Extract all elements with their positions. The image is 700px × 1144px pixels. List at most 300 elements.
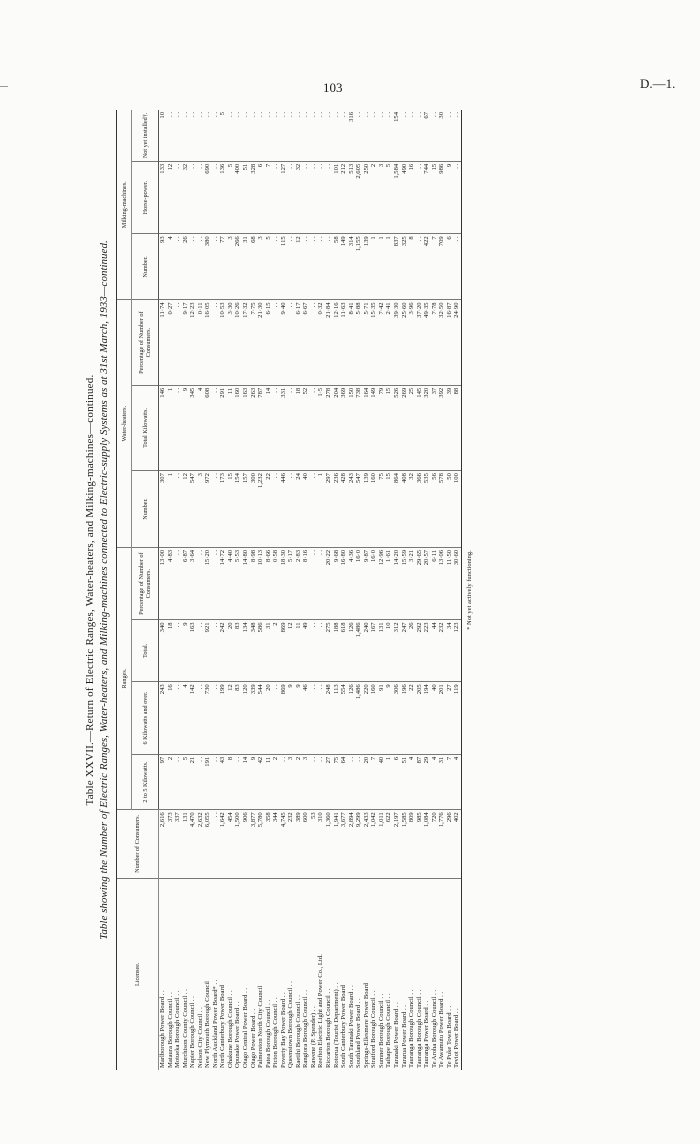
water-heaters-kilowatts-cell: 18 [295, 385, 303, 470]
consumers-cell: 344 [272, 810, 280, 878]
table-row [408, 110, 416, 1070]
milking-number-cell: . . [325, 234, 333, 300]
water-heaters-number-cell: 154 [234, 471, 242, 548]
water-heaters-number-cell: . . [174, 471, 182, 548]
ranges-percentage-cell: 20·57 [423, 547, 431, 620]
ranges-total-header: Total. [132, 620, 159, 682]
ranges-percentage-cell: 14·20 [393, 547, 401, 620]
water-heaters-number-cell: 446 [280, 471, 288, 548]
ranges-6-kw-cell: 201 [438, 682, 446, 755]
licensee-cell: Rawene (P. Spender) . . [309, 1006, 317, 1068]
ranges-percentage-cell: 3·21 [408, 547, 416, 620]
ranges-percentage-cell: 8·98 [250, 547, 258, 620]
milking-horse-power-cell: 9 [446, 161, 454, 234]
ranges-percentage-cell: 3·64 [189, 547, 197, 620]
milking-not-installed-cell: . . [227, 110, 235, 161]
ranges-percentage-cell: 4·40 [227, 547, 235, 620]
ranges-total-cell: 188 [333, 620, 341, 682]
water-heaters-group-header: Water-heaters. [117, 300, 132, 547]
table-row [197, 110, 205, 1070]
water-heaters-number-cell: 157 [242, 471, 250, 548]
ranges-total-cell: 247 [401, 620, 409, 682]
ranges-6-kw-cell: 205 [416, 682, 424, 755]
ranges-6-kw-cell: 554 [340, 682, 348, 755]
ranges-percentage-cell: 5·53 [234, 547, 242, 620]
milking-not-installed-cell: . . [317, 110, 325, 161]
ranges-percentage-cell: 18·30 [280, 547, 288, 620]
ranges-total-cell: 163 [189, 620, 197, 682]
water-heaters-kilowatts-cell: 392 [438, 385, 446, 470]
ranges-percentage-cell: . . [197, 547, 205, 620]
water-heaters-number-cell: 160 [370, 471, 378, 548]
ranges-2-to-5-kw-cell: 64 [340, 754, 348, 809]
milking-number-cell: 31 [242, 234, 250, 300]
ranges-2-to-5-kw-cell: 2 [295, 754, 303, 809]
water-heaters-kilowatts-cell: 787 [257, 385, 265, 470]
ranges-6-kw-cell: 248 [325, 682, 333, 755]
ranges-total-cell: 49 [302, 620, 310, 682]
table-row [370, 110, 378, 1070]
milking-horse-power-cell: 400 [234, 161, 242, 234]
milking-not-installed-cell: . . [408, 110, 416, 161]
licensee-cell: Taihape Borough Council . . [385, 993, 393, 1068]
water-heaters-kilowatts-cell: 14 [265, 385, 273, 470]
milking-not-installed-cell: . . [189, 110, 197, 161]
water-heaters-percentage-cell: 3·30 [227, 300, 235, 385]
table-row [287, 110, 295, 1070]
ranges-6-kw-cell: . . [272, 682, 280, 755]
water-heaters-kilowatts-cell: 79 [378, 385, 386, 470]
table-body [159, 110, 461, 1070]
consumers-cell: 4,470 [189, 810, 197, 878]
ranges-percentage-cell: 6·11 [431, 547, 439, 620]
milking-horse-power-cell: 12 [167, 161, 175, 234]
licensee-cell: New Plymouth Borough Council [204, 980, 212, 1068]
ranges-percentage-cell: 9·87 [363, 547, 371, 620]
ranges-total-cell: 34 [446, 620, 454, 682]
water-heaters-kilowatts-cell: 164 [363, 385, 371, 470]
table-wrapper [116, 110, 462, 1070]
consumers-cell: 1,642 [219, 810, 227, 878]
water-heaters-number-cell: 24 [295, 471, 303, 548]
ranges-6-kw-cell: . . [212, 682, 220, 755]
licensee-cell: Marlborough Power Board . . [159, 990, 166, 1068]
milking-number-cell: 139 [363, 234, 371, 300]
ranges-2-to-5-kw-cell: 4 [453, 754, 461, 809]
consumers-cell: 337 [174, 810, 182, 878]
water-heaters-number-header: Number. [132, 471, 159, 548]
milking-number-cell: 380 [204, 234, 212, 300]
milking-horse-power-cell: . . [453, 161, 461, 234]
water-heaters-number-cell: 22 [265, 471, 273, 548]
water-heaters-number-cell: 243 [348, 471, 356, 548]
milking-horse-power-header: Horse-power. [132, 161, 159, 234]
ranges-6-kw-header: 6 Kilowatts and over. [132, 682, 159, 755]
ranges-6-kw-cell: 199 [219, 682, 227, 755]
water-heaters-number-cell: 56 [431, 471, 439, 548]
consumers-cell: 5,780 [257, 810, 265, 878]
milking-not-installed-cell: . . [401, 110, 409, 161]
milking-number-cell: . . [416, 234, 424, 300]
ranges-total-cell: 83 [234, 620, 242, 682]
ranges-6-kw-cell: . . [317, 682, 325, 755]
table-row [257, 110, 265, 1070]
milking-horse-power-cell: . . [272, 161, 280, 234]
table-row [302, 110, 310, 1070]
water-heaters-percentage-cell: 11·74 [159, 300, 167, 385]
milking-horse-power-cell: . . [310, 161, 318, 234]
water-heaters-number-cell: 547 [189, 471, 197, 548]
ranges-6-kw-cell: 12 [227, 682, 235, 755]
milking-not-installed-cell: 30 [438, 110, 446, 161]
ranges-6-kw-cell: 9 [295, 682, 303, 755]
water-heaters-percentage-cell: 32·50 [438, 300, 446, 385]
water-heaters-number-cell: . . [310, 471, 318, 548]
water-heaters-kilowatts-cell: 278 [325, 385, 333, 470]
water-heaters-kilowatts-cell: 52 [302, 385, 310, 470]
milking-horse-power-cell: 127 [280, 161, 288, 234]
consumers-cell: 373 [167, 810, 175, 878]
licensee-cell: Raetihi Borough Council . . [294, 995, 302, 1068]
water-heaters-percentage-cell: 49·35 [423, 300, 431, 385]
water-heaters-number-cell: 535 [423, 471, 431, 548]
milking-not-installed-cell: 316 [348, 110, 356, 161]
table-row [385, 110, 393, 1070]
milking-horse-power-cell: 250 [363, 161, 371, 234]
ranges-percentage-cell: 14·80 [242, 547, 250, 620]
milking-number-cell: . . [287, 234, 295, 300]
ranges-percentage-cell: . . [310, 547, 318, 620]
consumers-cell: 1,084 [423, 810, 431, 878]
licensee-cell: Ohakune Borough Council . . [226, 990, 234, 1068]
ranges-2-to-5-kw-cell: . . [317, 754, 325, 809]
licensee-cell: Rotorua (Tourist Department) . . [332, 982, 340, 1068]
water-heaters-percentage-cell: 25·60 [401, 300, 409, 385]
ranges-percentage-cell: 13·00 [159, 547, 167, 620]
ranges-2-to-5-kw-cell: 43 [219, 754, 227, 809]
milking-not-installed-cell: . . [295, 110, 303, 161]
water-heaters-percentage-cell: 5·88 [355, 300, 363, 385]
consumers-cell: 1,500 [234, 810, 242, 878]
table-row [355, 110, 363, 1070]
table-row [416, 110, 424, 1070]
water-heaters-percentage-cell: 15·35 [370, 300, 378, 385]
water-heaters-number-cell: 12 [182, 471, 190, 548]
milking-not-installed-cell: . . [385, 110, 393, 161]
water-heaters-kilowatts-cell: 331 [280, 385, 288, 470]
water-heaters-percentage-cell: 16·05 [204, 300, 212, 385]
water-heaters-kilowatts-cell: 37 [431, 385, 439, 470]
ranges-percentage-cell: 30·60 [453, 547, 461, 620]
water-heaters-number-cell: 578 [438, 471, 446, 548]
consumers-cell: 310 [317, 810, 325, 878]
milking-number-cell: 8 [408, 234, 416, 300]
ranges-6-kw-cell: 9 [287, 682, 295, 755]
ranges-2-to-5-kw-cell: 4 [431, 754, 439, 809]
water-heaters-number-cell: 50 [446, 471, 454, 548]
ranges-total-cell: 10 [385, 620, 393, 682]
water-heaters-kilowatts-cell: 145 [416, 385, 424, 470]
ranges-2-to-5-kw-cell: 21 [189, 754, 197, 809]
ranges-percentage-cell: 1·61 [385, 547, 393, 620]
consumers-cell: 2,197 [393, 810, 401, 878]
water-heaters-percentage-cell: 7·42 [378, 300, 386, 385]
ranges-percentage-cell: 12·96 [378, 547, 386, 620]
licensee-cell: Nelson City Council . . [196, 1007, 204, 1068]
ranges-2-to-5-kw-cell: . . [174, 754, 182, 809]
water-heaters-kilowatts-cell: 88 [453, 385, 461, 470]
ranges-2-to-5-kw-cell: . . [348, 754, 356, 809]
ranges-6-kw-cell: 40 [431, 682, 439, 755]
ranges-6-kw-cell: 196 [401, 682, 409, 755]
water-heaters-kilowatts-cell: 369 [340, 385, 348, 470]
water-heaters-percentage-cell: 0·32 [317, 300, 325, 385]
ranges-2-to-5-kw-cell: 8 [227, 754, 235, 809]
licensee-cell: Springs-Ellesmere Power Board [362, 983, 370, 1068]
ranges-2-to-5-kw-cell: 1 [385, 754, 393, 809]
licensee-cell: Southland Power Board . . [355, 998, 363, 1068]
licensee-cell: Teviot Power Board . . [453, 1008, 461, 1068]
water-heaters-percentage-header: Percentage of Number of Consumers. [132, 300, 159, 385]
consumers-cell: 1,042 [370, 810, 378, 878]
ranges-percentage-cell: 9·68 [333, 547, 341, 620]
ranges-total-cell: . . [212, 620, 220, 682]
milking-not-installed-cell: . . [310, 110, 318, 161]
consumers-cell: 1,941 [333, 810, 341, 878]
milking-number-cell: 325 [401, 234, 409, 300]
water-heaters-percentage-cell: 5·71 [363, 300, 371, 385]
consumers-cell: . . [212, 810, 220, 878]
licensee-cell: Riccarton Borough Council . . [325, 988, 333, 1068]
consumers-cell: 1,776 [438, 810, 446, 878]
consumers-cell: 809 [408, 810, 416, 878]
water-heaters-number-cell: 547 [355, 471, 363, 548]
milking-number-cell: . . [212, 234, 220, 300]
licensee-cell: Te Aroha Borough Council . . [430, 989, 438, 1068]
water-heaters-percentage-cell: 6·15 [265, 300, 273, 385]
ranges-2-to-5-kw-cell: . . [355, 754, 363, 809]
milking-number-cell: . . [453, 234, 461, 300]
consumers-cell: 600 [302, 810, 310, 878]
licensee-cell: Picton Borough Council . . [272, 997, 280, 1068]
ranges-2-to-5-kw-header: 2 to 5 Kilowatts. [132, 754, 159, 809]
milking-number-cell: 837 [393, 234, 401, 300]
water-heaters-kilowatts-cell: . . [212, 385, 220, 470]
licensee-cell: Otago Central Power Board . . [242, 987, 250, 1068]
ranges-2-to-5-kw-cell: 20 [363, 754, 371, 809]
ranges-total-cell: 292 [416, 620, 424, 682]
table-row [423, 110, 431, 1070]
milking-horse-power-cell: 51 [242, 161, 250, 234]
consumers-cell: 2,433 [363, 810, 371, 878]
milking-not-installed-cell: . . [340, 110, 348, 161]
milking-not-installed-cell: . . [378, 110, 386, 161]
milking-number-cell: 7 [431, 234, 439, 300]
licensee-cell: Rangiora Borough Council . . [302, 989, 310, 1068]
ranges-percentage-cell: 11·50 [446, 547, 454, 620]
licensee-cell: Poverty Bay Power Board . . [279, 992, 287, 1068]
milking-horse-power-cell: 133 [159, 161, 167, 234]
ranges-total-cell: 134 [242, 620, 250, 682]
table-row [189, 110, 197, 1070]
water-heaters-kilowatts-cell: 526 [393, 385, 401, 470]
water-heaters-percentage-cell: 24·90 [453, 300, 461, 385]
milking-horse-power-cell: 3 [378, 161, 386, 234]
milking-number-cell: . . [272, 234, 280, 300]
milking-not-installed-cell: . . [204, 110, 212, 161]
table-row [446, 110, 454, 1070]
water-heaters-number-cell: 1 [317, 471, 325, 548]
consumers-cell: 6,055 [204, 810, 212, 878]
milking-not-installed-cell: . . [257, 110, 265, 161]
licensee-cell: Opunake Power Board . . [234, 1001, 242, 1068]
consumers-cell: 1,011 [378, 810, 386, 878]
water-heaters-kilowatts-cell: 25 [408, 385, 416, 470]
ranges-total-cell: 18 [167, 620, 175, 682]
ranges-percentage-cell: . . [212, 547, 220, 620]
ranges-2-to-5-kw-cell: 14 [242, 754, 250, 809]
licensee-cell: South Canterbury Power Board [340, 985, 348, 1068]
ranges-total-cell: 586 [257, 620, 265, 682]
milking-horse-power-cell: . . [325, 161, 333, 234]
ranges-2-to-5-kw-cell: 40 [378, 754, 386, 809]
ranges-total-cell: 240 [363, 620, 371, 682]
water-heaters-number-cell: 139 [363, 471, 371, 548]
milking-number-cell: 266 [234, 234, 242, 300]
table-row [325, 110, 333, 1070]
water-heaters-percentage-cell: 21·30 [257, 300, 265, 385]
milking-number-cell: 149 [340, 234, 348, 300]
ranges-2-to-5-kw-cell: 42 [257, 754, 265, 809]
ranges-2-to-5-kw-cell: 7 [370, 754, 378, 809]
water-heaters-percentage-cell: . . [212, 300, 220, 385]
milking-number-cell: . . [174, 234, 182, 300]
ranges-6-kw-cell: 22 [408, 682, 416, 755]
water-heaters-kilowatts-cell: 150 [348, 385, 356, 470]
ranges-total-cell: 20 [227, 620, 235, 682]
licensee-cell: Patea Borough Council . . [264, 999, 272, 1068]
rotated-table-block [82, 110, 602, 1070]
ranges-2-to-5-kw-cell: 5 [182, 754, 190, 809]
licensee-cell: Tauranga Power Board . . [423, 1000, 431, 1068]
water-heaters-kilowatts-cell: 320 [423, 385, 431, 470]
milking-number-cell: 1 [370, 234, 378, 300]
water-heaters-number-cell: 173 [219, 471, 227, 548]
water-heaters-kilowatts-cell: 39 [446, 385, 454, 470]
ranges-2-to-5-kw-cell: 51 [401, 754, 409, 809]
water-heaters-kilowatts-cell: . . [272, 385, 280, 470]
table-row [212, 110, 220, 1070]
footnote: * Not yet actively functioning. [465, 550, 473, 630]
water-heaters-kilowatts-cell: 15 [385, 385, 393, 470]
consumers-cell: 906 [242, 810, 250, 878]
water-heaters-percentage-cell: . . [272, 300, 280, 385]
ranges-percentage-cell: 2·83 [295, 547, 303, 620]
ranges-2-to-5-kw-cell: 4 [408, 754, 416, 809]
ranges-percentage-cell: 15·59 [401, 547, 409, 620]
water-heaters-percentage-cell: 11·63 [340, 300, 348, 385]
ranges-percentage-cell: 16·0 [355, 547, 363, 620]
water-heaters-number-cell: 15 [385, 471, 393, 548]
ranges-total-cell: 921 [204, 620, 212, 682]
water-heaters-percentage-cell: 12·23 [189, 300, 197, 385]
ranges-total-cell: 11 [295, 620, 303, 682]
table-row [227, 110, 235, 1070]
water-heaters-kilowatts-header: Total Kilowatts. [132, 385, 159, 470]
milking-number-cell: 68 [250, 234, 258, 300]
ranges-total-cell: 167 [370, 620, 378, 682]
licensee-cell: Tauranga Borough Council . . [415, 989, 423, 1068]
table-row [453, 110, 461, 1070]
milking-horse-power-cell: 32 [295, 161, 303, 234]
milking-number-cell: 5 [265, 234, 273, 300]
water-heaters-kilowatts-cell: 1 [167, 385, 175, 470]
table-row [234, 110, 242, 1070]
milking-horse-power-cell: 513 [348, 161, 356, 234]
ranges-percentage-cell: 4·36 [348, 547, 356, 620]
ranges-6-kw-cell: 16 [167, 682, 175, 755]
milking-horse-power-cell: 690 [204, 161, 212, 234]
ranges-6-kw-cell: 83 [234, 682, 242, 755]
consumers-cell: 389 [295, 810, 303, 878]
milking-not-installed-cell: 67 [423, 110, 431, 161]
table-row [272, 110, 280, 1070]
ranges-percentage-header: Percentage of Number of Consumers. [132, 547, 159, 620]
water-heaters-percentage-cell: 6·17 [295, 300, 303, 385]
water-heaters-number-cell: . . [212, 471, 220, 548]
table-row [159, 110, 167, 1070]
ranges-6-kw-cell: . . [174, 682, 182, 755]
licensee-cell: Tauranga Borough Council . . [408, 989, 416, 1068]
ranges-total-cell: 242 [219, 620, 227, 682]
milking-number-cell: 422 [423, 234, 431, 300]
licensee-cell: Otago Power Board . . [249, 1009, 257, 1068]
ranges-total-cell: 232 [438, 620, 446, 682]
title-block [84, 110, 110, 1070]
consumers-cell: 2,632 [197, 810, 205, 878]
water-heaters-kilowatts-cell: 345 [189, 385, 197, 470]
licensee-cell: Te Puke Town Board . . [445, 1005, 453, 1068]
ranges-2-to-5-kw-cell: 75 [333, 754, 341, 809]
ranges-6-kw-cell: 142 [189, 682, 197, 755]
consumers-cell: 1,360 [325, 810, 333, 878]
water-heaters-number-cell: . . [272, 471, 280, 548]
ranges-6-kw-cell: 220 [363, 682, 371, 755]
water-heaters-number-cell: 236 [333, 471, 341, 548]
water-heaters-number-cell: 307 [159, 471, 167, 548]
ranges-percentage-cell: 10·13 [257, 547, 265, 620]
table-row [317, 110, 325, 1070]
water-heaters-percentage-cell: 21·84 [325, 300, 333, 385]
consumers-cell: 358 [265, 810, 273, 878]
milking-horse-power-cell: 212 [340, 161, 348, 234]
milking-not-installed-cell: . . [453, 110, 461, 161]
ranges-total-cell: 1,486 [355, 620, 363, 682]
water-heaters-number-cell: 297 [325, 471, 333, 548]
consumers-cell: 9,299 [355, 810, 363, 878]
water-heaters-percentage-cell: . . [310, 300, 318, 385]
table-row [378, 110, 386, 1070]
ranges-percentage-cell: 14·72 [219, 547, 227, 620]
ranges-percentage-cell: 20·22 [325, 547, 333, 620]
table-row [242, 110, 250, 1070]
licensee-cell: Stratford Borough Council . . [370, 990, 378, 1068]
ranges-6-kw-cell: 46 [302, 682, 310, 755]
milking-not-installed-cell: . . [325, 110, 333, 161]
ranges-6-kw-cell: 113 [333, 682, 341, 755]
water-heaters-percentage-cell: 10·26 [234, 300, 242, 385]
milking-not-installed-cell: . . [333, 110, 341, 161]
